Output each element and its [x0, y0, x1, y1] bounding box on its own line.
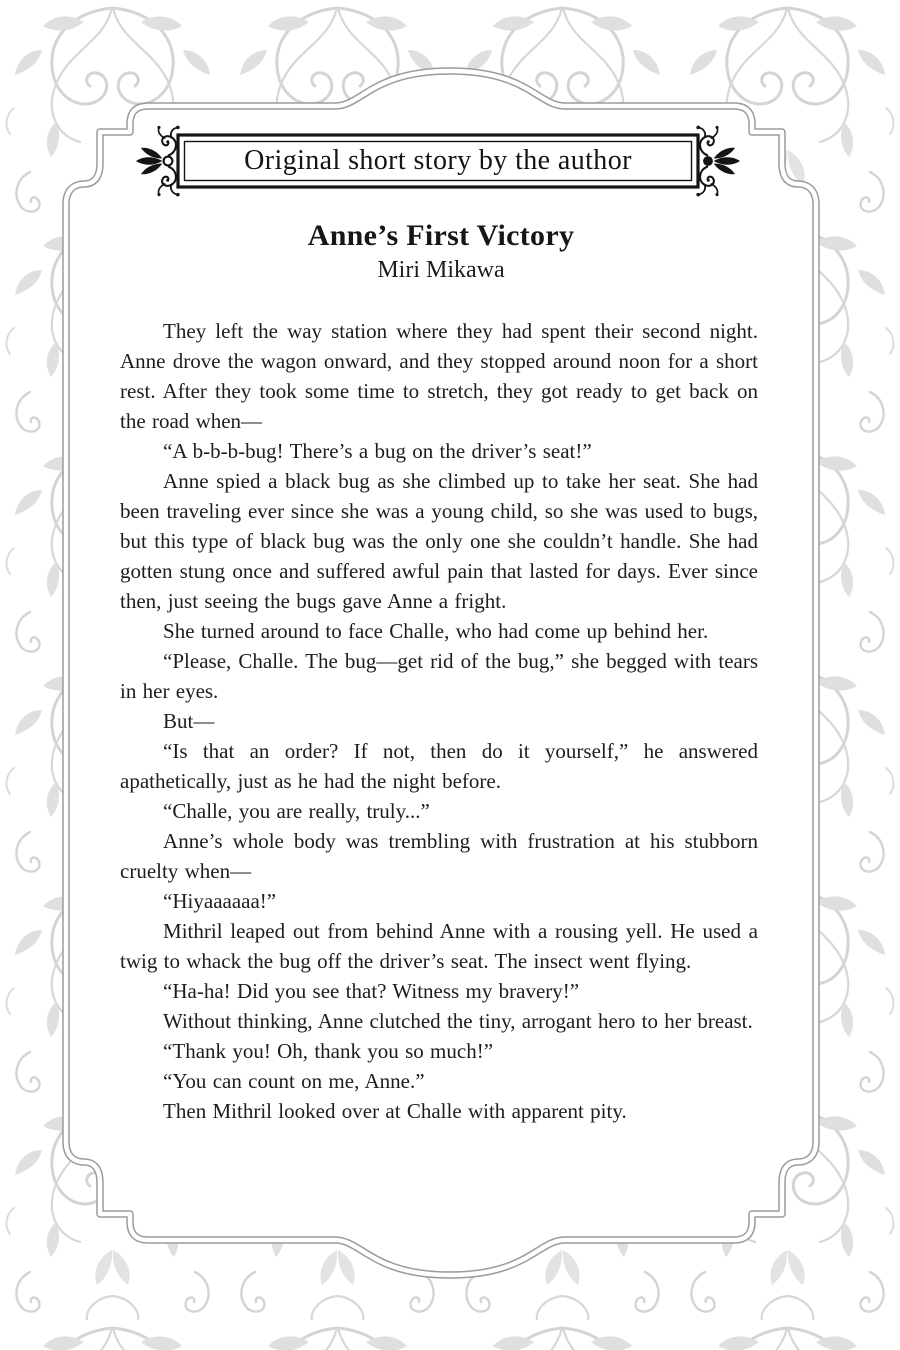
story-paragraph: But— — [163, 709, 215, 733]
story-body — [120, 316, 758, 1126]
story-paragraph: “You can count on me, Anne.” — [163, 1069, 425, 1093]
story-paragraph: “Thank you! Oh, thank you so much!” — [163, 1039, 494, 1063]
story-paragraph: “Ha-ha! Did you see that? Witness my bravery!” — [163, 979, 580, 1003]
story-author: Miri Mikawa — [377, 257, 505, 283]
story-paragraph: Anne spied a black bug as she climbed up to take her seat. She had been traveling ever since she was a young child, so she was used to bugs, but this type of black bug was the only one she couldn’t handle. She had gotten stung once and suffered awful pain that lasted for days. Ever since then, just seeing the bugs gave Anne a fright. — [120, 469, 758, 613]
story-paragraph: Then Mithril looked over at Challe with apparent pity. — [163, 1099, 627, 1123]
story-paragraph: Without thinking, Anne clutched the tiny, arrogant hero to her breast. — [163, 1009, 753, 1033]
story-paragraph: They left the way station where they had spent their second night. Anne drove the wagon onward, and they stopped around noon for a short rest. After they took some time to stretch, they got ready to get back on the road when— — [120, 319, 758, 433]
story-paragraph: “A b-b-b-bug! There’s a bug on the driver’s seat!” — [163, 439, 592, 463]
story-paragraph: She turned around to face Challe, who had come up behind her. — [163, 619, 709, 643]
story-paragraph: “Please, Challe. The bug—get rid of the bug,” she begged with tears in her eyes. — [120, 649, 758, 703]
header-banner-title: Original short story by the author — [244, 145, 632, 176]
story-paragraph: “Challe, you are really, truly...” — [163, 799, 430, 823]
story-title: Anne’s First Victory — [307, 219, 575, 252]
story-paragraph: “Hiyaaaaaa!” — [163, 889, 277, 913]
story-paragraph: Anne’s whole body was trembling with frustration at his stubborn cruelty when— — [120, 829, 758, 883]
story-paragraph: Mithril leaped out from behind Anne with a rousing yell. He used a twig to whack the bug off the driver’s seat. The insect went flying. — [120, 919, 758, 973]
story-paragraph: “Is that an order? If not, then do it yourself,” he answered apathetically, just as he had the night before. — [120, 739, 758, 793]
